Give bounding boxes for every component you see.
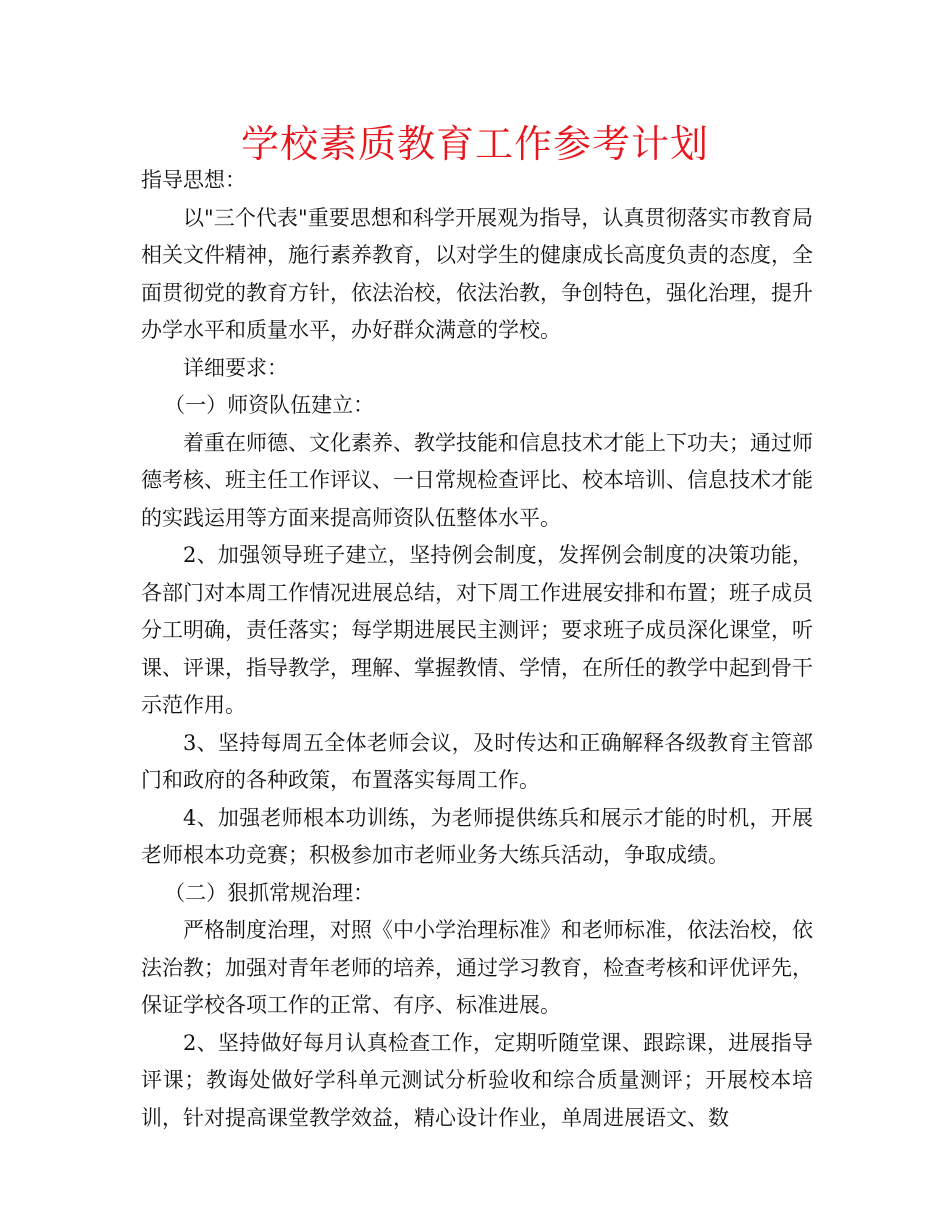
section-heading-requirements: 详细要求： xyxy=(183,355,288,380)
paragraph-teacher-team: 着重在师德、文化素养、教学技能和信息技术才能上下功夫；通过师德考核、班主任工作评议、一日常规检查评比、校本培训、信息技术才能的实践运用等方面来提高师资队伍整体水平。 xyxy=(141,430,813,530)
document-title: 学校素质教育工作参考计划 xyxy=(240,122,709,166)
paragraph-item-3-meetings: 3、坚持每周五全体老师会议，及时传达和正确解释各级教育主管部门和政府的各种政策，布置落实每周工作。 xyxy=(141,730,813,792)
paragraph-routine-management: 严格制度治理，对照《中小学治理标准》和老师标准，依法治校，依法治教；加强对青年老师的培养，通过学习教育，检查考核和评优评先，保证学校各项工作的正常、有序、标准进展。 xyxy=(141,918,813,1017)
subheading-teacher-team: （一）师资队伍建立： xyxy=(164,393,375,417)
paragraph-item-2-inspection: 2、坚持做好每月认真检查工作，定期听随堂课、跟踪课，进展指导评课；教诲处做好学科单元测试分析验收和综合质量测评；开展校本培训，针对提高课堂教学效益，精心设计作业，单周进展语文、数 xyxy=(141,1030,813,1130)
subheading-routine-management: （二）狠抓常规治理： xyxy=(164,880,375,905)
section-heading-guiding-ideology: 指导思想： xyxy=(141,168,246,192)
paragraph-item-4-training: 4、加强老师根本功训练，为老师提供练兵和展示才能的时机，开展老师根本功竞赛；积极参加市老师业务大练兵活动，争取成绩。 xyxy=(141,805,813,867)
document-body xyxy=(141,162,813,1137)
paragraph-guiding-ideology: 以"三个代表"重要思想和科学开展观为指导，认真贯彻落实市教育局相关文件精神，施行素养教育，以对学生的健康成长高度负责的态度，全面贯彻党的教育方针，依法治校，依法治教，争创特色，强化治理，提升办学水平和质量水平，办好群众满意的学校。 xyxy=(141,205,813,342)
paragraph-item-2-leadership: 2、加强领导班子建立，坚持例会制度，发挥例会制度的决策功能，各部门对本周工作情况进展总结，对下周工作进展安排和布置；班子成员分工明确，责任落实；每学期进展民主测评；要求班子成员深化课堂，听课、评课，指导教学，理解、掌握教情、学情，在所任的教学中起到骨干示范作用。 xyxy=(141,543,813,717)
